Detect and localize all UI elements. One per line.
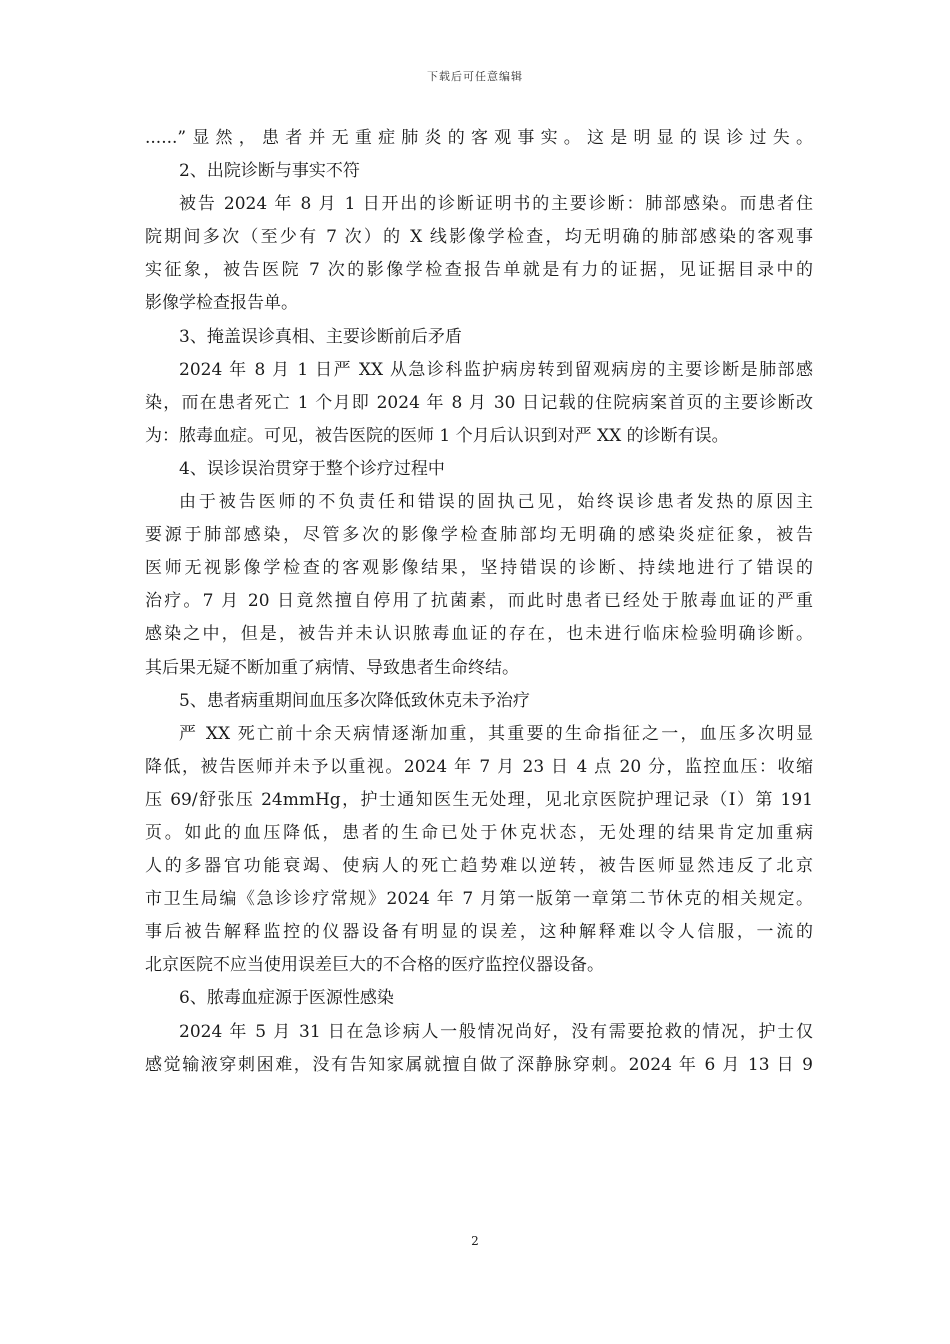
- page-number: 2: [471, 1234, 479, 1248]
- body-line: 院期间多次（至少有 7 次）的 X 线影像学检查，均无明确的肺部感染的客观事: [145, 227, 813, 248]
- body-line: 感染之中，但是，被告并未认识脓毒血证的存在，也未进行临床检验明确诊断。: [145, 624, 813, 645]
- body-line: 事后被告解释监控的仪器设备有明显的误差，这种解释难以令人信服，一流的: [145, 922, 813, 943]
- body-line: 降低，被告医师并未予以重视。2024 年 7 月 23 日 4 点 20 分，监控血压：收缩: [145, 756, 813, 777]
- body-line: 人的多器官功能衰竭、使病人的死亡趋势难以逆转，被告医师显然违反了北京: [145, 856, 813, 877]
- body-line: 医师无视影像学检查的客观影像结果，坚持错误的诊断、持续地进行了错误的: [145, 558, 813, 579]
- body-line: 染，而在患者死亡 1 个月即 2024 年 8 月 30 日记载的住院病案首页的主要诊断改: [145, 392, 813, 413]
- section-heading: 6、脓毒血症源于医源性感染: [179, 988, 394, 1009]
- section-heading: 5、患者病重期间血压多次降低致休克未予治疗: [179, 690, 530, 711]
- body-line: 2024 年 8 月 1 日严 XX 从急诊科监护病房转到留观病房的主要诊断是肺部感: [179, 359, 813, 380]
- section-heading: 3、掩盖误诊真相、主要诊断前后矛盾: [179, 326, 462, 347]
- body-line: 严 XX 死亡前十余天病情逐渐加重，其重要的生命指征之一，血压多次明显: [179, 723, 813, 744]
- body-line: 实征象，被告医院 7 次的影像学检查报告单就是有力的证据，见证据目录中的: [145, 260, 813, 281]
- body-line: 由于被告医师的不负责任和错误的固执己见，始终误诊患者发热的原因主: [179, 492, 813, 513]
- body-line: 市卫生局编《急诊诊疗常规》2024 年 7 月第一版第一章第二节休克的相关规定。: [145, 889, 813, 910]
- section-heading: 4、误诊误治贯穿于整个诊疗过程中: [179, 458, 445, 479]
- body-line: 2024 年 5 月 31 日在急诊病人一般情况尚好，没有需要抢救的情况，护士仅: [179, 1021, 813, 1042]
- body-line: 页。如此的血压降低，患者的生命已处于休克状态，无处理的结果肯定加重病: [145, 822, 813, 843]
- body-line: 要源于肺部感染，尽管多次的影像学检查肺部均无明确的感染炎症征象，被告: [145, 525, 813, 546]
- page-header: 下载后可任意编辑: [427, 70, 523, 83]
- section-heading: 2、出院诊断与事实不符: [179, 161, 360, 182]
- body-line: 为：脓毒血症。可见，被告医院的医师 1 个月后认识到对严 XX 的诊断有误。: [145, 425, 729, 446]
- body-line: 其后果无疑不断加重了病情、导致患者生命终结。: [145, 657, 519, 678]
- body-line: 压 69/舒张压 24mmHg，护士通知医生无处理，见北京医院护理记录（Ⅰ）第 191: [145, 789, 813, 810]
- body-line: 北京医院不应当使用误差巨大的不合格的医疗监控仪器设备。: [145, 955, 604, 976]
- body-line: 治疗。7 月 20 日竟然擅自停用了抗菌素，而此时患者已经处于脓毒血证的严重: [145, 591, 813, 612]
- body-line: ......”显然，患者并无重症肺炎的客观事实。这是明显的误诊过失。: [145, 128, 813, 148]
- body-line: 影像学检查报告单。: [145, 293, 298, 314]
- body-line: 被告 2024 年 8 月 1 日开出的诊断证明书的主要诊断：肺部感染。而患者住: [179, 194, 813, 215]
- document-body: [145, 122, 813, 1082]
- body-line: 感觉输液穿刺困难，没有告知家属就擅自做了深静脉穿刺。2024 年 6 月 13 日 9: [145, 1054, 813, 1075]
